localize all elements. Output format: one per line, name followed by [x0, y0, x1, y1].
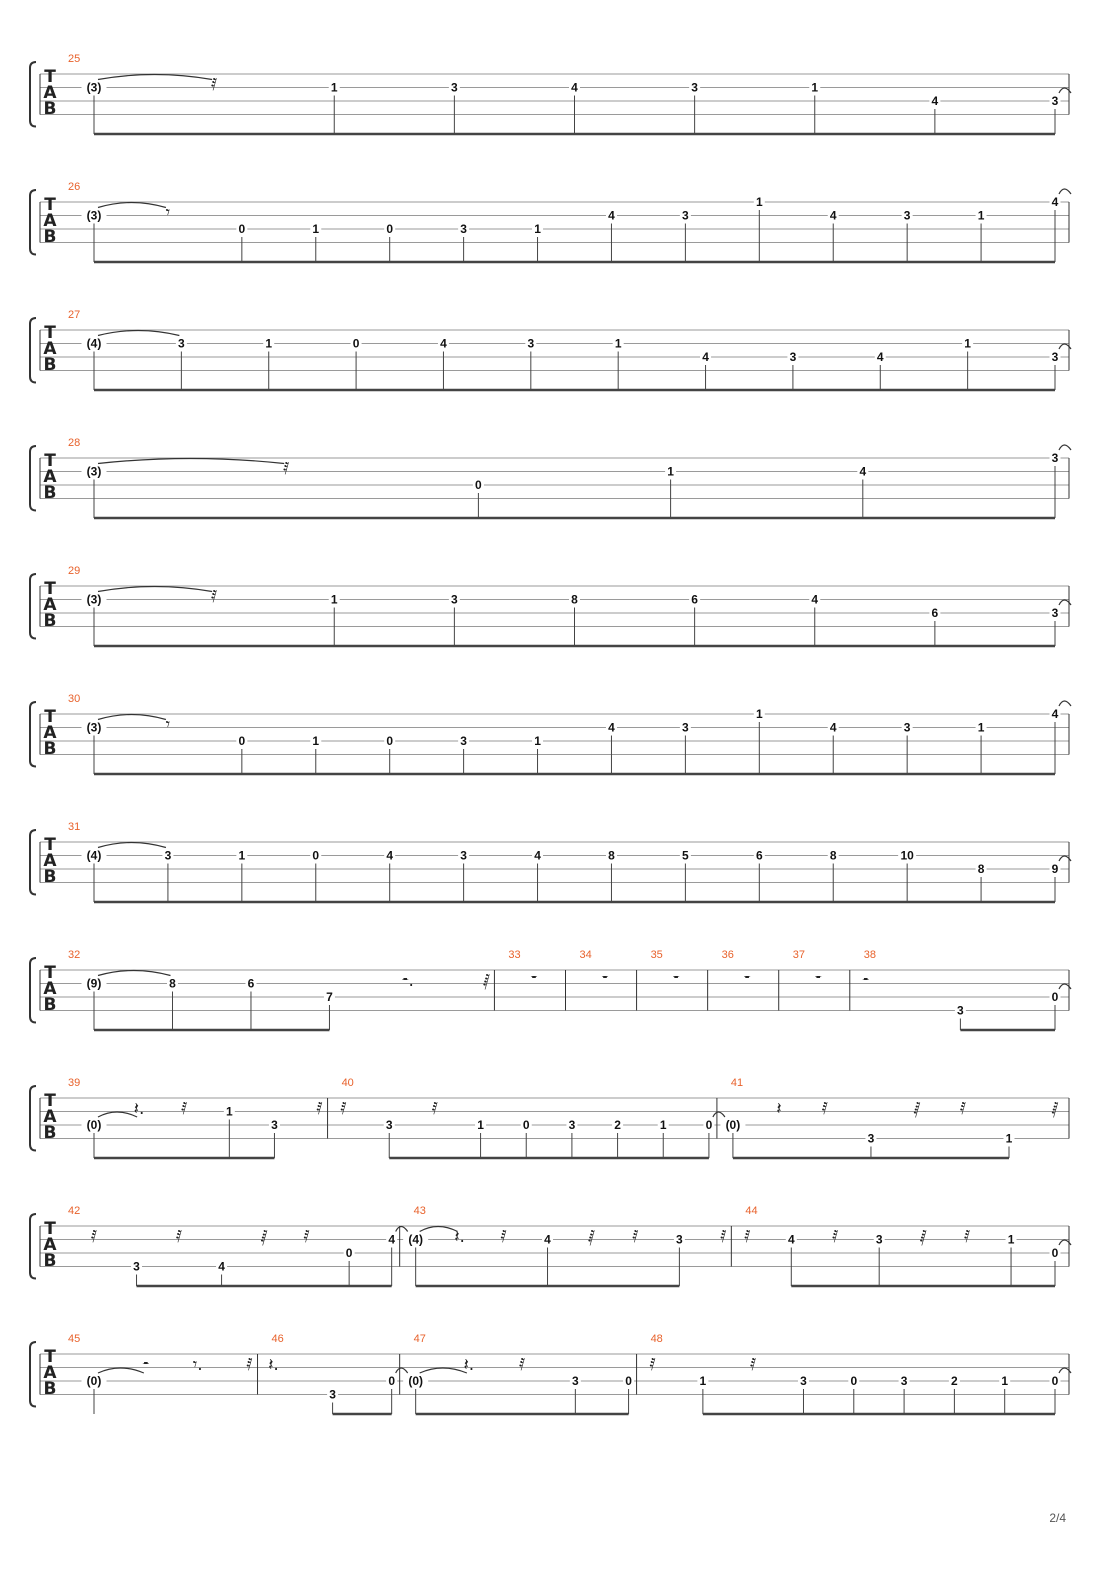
- tab-clef-letter: B: [43, 1251, 57, 1271]
- rest-symbol: 𝄽: [776, 1099, 782, 1120]
- fret-number: 3: [133, 1259, 140, 1274]
- fret-number: (0): [86, 1374, 102, 1388]
- fret-number: 4: [608, 208, 615, 223]
- fret-number: 4: [787, 1232, 795, 1247]
- system-bracket: [30, 318, 36, 383]
- fret-number: 3: [329, 1387, 336, 1402]
- tie-arc: [98, 203, 166, 208]
- fret-number: (3): [86, 592, 102, 607]
- tab-clef-letter: T: [44, 835, 56, 855]
- tie-arc: [98, 587, 212, 592]
- fret-number: (9): [86, 976, 102, 991]
- fret-number: 0: [1051, 990, 1059, 1004]
- fret-number: 3: [682, 208, 689, 223]
- tab-clef-letter: A: [43, 1363, 57, 1383]
- fret-number: 0: [386, 734, 394, 748]
- tie-arc: [420, 1227, 458, 1232]
- rest-symbol: 𝄾: [165, 203, 171, 224]
- system-bracket: [30, 830, 36, 895]
- fret-number: 1: [1001, 1374, 1009, 1388]
- fret-number: 3: [682, 720, 689, 735]
- rest-symbol: 𝅀: [210, 75, 218, 96]
- fret-number: 1: [312, 734, 320, 748]
- fret-number: 4: [218, 1259, 225, 1274]
- fret-number: 1: [330, 592, 338, 607]
- rest-symbol: 𝅀: [175, 1227, 183, 1248]
- fret-number: 3: [568, 1118, 576, 1132]
- fret-number: 2: [951, 1374, 958, 1388]
- fret-number: 1: [699, 1374, 707, 1388]
- page-number: 2/4: [1049, 1511, 1066, 1525]
- rest-symbol: 𝅀: [744, 1227, 751, 1248]
- measure-number: 30: [68, 693, 81, 705]
- tie-arc: [1059, 701, 1071, 706]
- rest-symbol: 𝅀: [431, 1099, 439, 1120]
- tab-clef-letter: A: [43, 723, 57, 743]
- tab-clef-letter: A: [43, 979, 57, 999]
- tab-clef-letter: A: [43, 595, 57, 615]
- tab-clef-letter: T: [44, 451, 56, 471]
- fret-number: 3: [676, 1232, 683, 1247]
- fret-number: 8: [608, 848, 615, 863]
- tab-clef-letter: B: [43, 995, 57, 1015]
- fret-number: 1: [1005, 1131, 1013, 1146]
- tie-arc: [98, 1112, 137, 1117]
- rest-symbol: 𝄻: [672, 971, 680, 992]
- fret-number: 0: [1051, 1246, 1059, 1260]
- tab-clef-letter: B: [43, 867, 57, 887]
- rest-symbol: 𝅁: [913, 1099, 921, 1120]
- tie-arc: [98, 75, 212, 80]
- fret-number: 0: [238, 734, 246, 748]
- fret-number: 1: [755, 195, 763, 209]
- rest-symbol: 𝅁: [919, 1227, 927, 1248]
- rest-symbol: 𝅀: [632, 1227, 639, 1248]
- fret-number: 0: [312, 848, 320, 863]
- fret-number: 3: [527, 336, 535, 351]
- tab-clef-letter: T: [44, 323, 56, 343]
- measure-number: 29: [68, 565, 81, 577]
- fret-number: 0: [238, 222, 246, 236]
- system-bracket: [30, 1086, 36, 1151]
- fret-number: 0: [475, 478, 482, 492]
- tie-arc: [1059, 445, 1071, 450]
- tab-clef-letter: T: [44, 707, 56, 727]
- fret-number: 3: [1051, 350, 1059, 364]
- fret-number: 3: [451, 80, 458, 95]
- fret-number: 6: [755, 848, 763, 863]
- measure-number: 28: [68, 437, 81, 449]
- fret-number: 4: [544, 1232, 551, 1247]
- rest-symbol: 𝄻: [815, 971, 822, 992]
- tie-arc: [1059, 189, 1071, 194]
- rest-symbol: 𝅀: [821, 1099, 829, 1120]
- measure-number: 33: [508, 949, 521, 961]
- fret-number: 3: [460, 222, 467, 236]
- fret-number: 0: [705, 1118, 713, 1132]
- rest-symbol: 𝅁: [588, 1227, 595, 1248]
- fret-number: 1: [225, 1104, 233, 1119]
- fret-number: 4: [608, 720, 615, 735]
- rest-symbol: 𝅀: [303, 1227, 310, 1248]
- measure-number: 37: [792, 949, 805, 961]
- fret-number: 3: [1051, 606, 1059, 620]
- tab-clef-letter: T: [44, 1091, 56, 1111]
- fret-number: 10: [900, 848, 914, 863]
- fret-number: 3: [164, 848, 172, 863]
- measure-number: 31: [68, 821, 81, 833]
- fret-number: 4: [571, 80, 578, 95]
- fret-number: 1: [667, 464, 674, 479]
- tab-clef-letter: T: [44, 67, 56, 87]
- tab-clef-letter: B: [43, 1123, 57, 1143]
- system-bracket: [30, 190, 36, 255]
- rest-symbol: 𝄽.: [463, 1355, 475, 1376]
- fret-number: 0: [345, 1246, 353, 1260]
- rest-symbol: 𝅀: [210, 587, 218, 608]
- system-bracket: [30, 1214, 36, 1279]
- rest-symbol: 𝄼: [862, 971, 870, 992]
- fret-number: 0: [386, 222, 394, 236]
- rest-symbol: 𝄼.: [401, 971, 414, 992]
- system-bracket: [30, 446, 36, 511]
- fret-number: 1: [977, 208, 985, 223]
- fret-number: 8: [169, 976, 176, 991]
- fret-number: 3: [1051, 451, 1059, 465]
- fret-number: 0: [522, 1118, 530, 1132]
- system-bracket: [30, 574, 36, 639]
- fret-number: 6: [931, 606, 939, 620]
- rest-symbol: 𝄽.: [454, 1227, 465, 1248]
- tie-arc: [396, 1368, 408, 1373]
- fret-number: 4: [931, 94, 939, 108]
- fret-number: 3: [178, 336, 185, 351]
- fret-number: 4: [386, 848, 394, 863]
- rest-symbol: 𝄾: [165, 715, 171, 736]
- tab-clef-letter: A: [43, 851, 57, 871]
- tab-clef-letter: B: [43, 227, 57, 247]
- tab-clef-letter: A: [43, 211, 57, 231]
- fret-number: 1: [1007, 1232, 1015, 1247]
- fret-number: (0): [408, 1374, 424, 1388]
- fret-number: 4: [1051, 195, 1059, 209]
- fret-number: 3: [867, 1131, 875, 1146]
- fret-number: 3: [451, 592, 458, 607]
- rest-symbol: 𝅀: [90, 1227, 98, 1248]
- rest-symbol: 𝄻: [601, 971, 609, 992]
- fret-number: 0: [625, 1374, 632, 1388]
- system-bracket: [30, 958, 36, 1023]
- fret-number: (3): [86, 80, 102, 95]
- tab-clef-letter: T: [44, 1219, 56, 1239]
- fret-number: 1: [312, 222, 320, 236]
- measure-number: 32: [68, 949, 81, 961]
- tie-arc: [713, 1112, 725, 1117]
- rest-symbol: 𝄾.: [192, 1355, 203, 1376]
- fret-number: (3): [86, 720, 102, 735]
- fret-number: (3): [86, 208, 102, 223]
- measure-number: 43: [413, 1205, 426, 1217]
- fret-number: 4: [876, 350, 884, 364]
- tab-clef-letter: A: [43, 339, 57, 359]
- rest-symbol: 𝅁: [260, 1227, 268, 1248]
- fret-number: 6: [691, 592, 698, 607]
- fret-number: 3: [271, 1118, 278, 1132]
- measure-number: 25: [68, 53, 81, 65]
- tab-clef-letter: A: [43, 1235, 57, 1255]
- fret-number: 3: [691, 80, 698, 95]
- tie-arc: [98, 715, 166, 720]
- system-bracket: [30, 1342, 36, 1407]
- tie-arc: [396, 1227, 408, 1232]
- tab-clef-letter: B: [43, 483, 57, 503]
- fret-number: 4: [811, 592, 819, 607]
- fret-number: (4): [86, 848, 102, 863]
- fret-number: 5: [682, 848, 689, 863]
- fret-number: 1: [330, 80, 338, 95]
- rest-symbol: 𝅀: [720, 1227, 727, 1248]
- rest-symbol: 𝄼: [142, 1355, 150, 1376]
- fret-number: (0): [86, 1118, 102, 1132]
- fret-number: 1: [265, 336, 273, 351]
- fret-number: 6: [247, 976, 255, 991]
- fret-number: 1: [977, 720, 985, 735]
- fret-number: 8: [977, 862, 985, 876]
- rest-symbol: 𝅀: [750, 1355, 757, 1376]
- measure-number: 44: [745, 1205, 758, 1217]
- rest-symbol: 𝅁: [1051, 1099, 1059, 1120]
- fret-number: 9: [1051, 862, 1059, 876]
- tab-clef-letter: B: [43, 739, 57, 759]
- tab-clef-letter: A: [43, 467, 57, 487]
- fret-number: 3: [903, 208, 911, 223]
- tab-clef-letter: A: [43, 1107, 57, 1127]
- measure-number: 34: [579, 949, 592, 961]
- measure-number: 41: [730, 1077, 744, 1089]
- fret-number: 3: [789, 350, 797, 364]
- rest-symbol: 𝅀: [340, 1099, 347, 1120]
- fret-number: 3: [385, 1118, 393, 1132]
- measure-number: 36: [721, 949, 734, 961]
- system-bracket: [30, 62, 36, 127]
- measure-number: 48: [650, 1333, 663, 1345]
- fret-number: 3: [957, 1003, 964, 1018]
- fret-number: 3: [572, 1374, 579, 1388]
- rest-symbol: 𝅀: [649, 1355, 656, 1376]
- fret-number: 1: [614, 336, 622, 351]
- rest-symbol: 𝄽.: [133, 1099, 145, 1120]
- tab-clef-letter: T: [44, 195, 56, 215]
- fret-number: 3: [1051, 94, 1059, 108]
- rest-symbol: 𝅀: [246, 1355, 253, 1376]
- measure-number: 26: [68, 181, 81, 193]
- fret-number: 4: [829, 720, 837, 735]
- measure-number: 42: [68, 1205, 81, 1217]
- rest-symbol: 𝅀: [832, 1227, 839, 1248]
- measure-number: 38: [863, 949, 877, 961]
- fret-number: 4: [388, 1232, 396, 1247]
- fret-number: 2: [614, 1118, 621, 1132]
- measure-number: 47: [413, 1333, 426, 1345]
- measure-number: 39: [68, 1077, 81, 1089]
- rest-symbol: 𝅀: [518, 1355, 526, 1376]
- measure-number: 40: [341, 1077, 354, 1089]
- tab-clef-letter: B: [43, 355, 57, 375]
- fret-number: 0: [1051, 1374, 1059, 1388]
- tab-clef-letter: T: [44, 963, 56, 983]
- fret-number: 1: [534, 222, 541, 236]
- rest-symbol: 𝅀: [963, 1227, 971, 1248]
- fret-number: (4): [408, 1232, 424, 1247]
- fret-number: 4: [534, 848, 541, 863]
- rest-symbol: 𝄽.: [268, 1355, 279, 1376]
- measure-number: 35: [650, 949, 663, 961]
- fret-number: 3: [460, 734, 467, 748]
- tab-clef-letter: B: [43, 611, 57, 631]
- tie-arc: [98, 1368, 144, 1373]
- measure-number: 27: [68, 309, 81, 321]
- measure-number: 46: [271, 1333, 284, 1345]
- fret-number: (4): [86, 336, 102, 351]
- rest-symbol: 𝅀: [500, 1227, 507, 1248]
- rest-symbol: 𝅁: [482, 971, 490, 992]
- fret-number: (0): [725, 1118, 741, 1132]
- tie-arc: [420, 1368, 467, 1373]
- fret-number: 4: [440, 336, 447, 351]
- fret-number: 3: [800, 1374, 807, 1388]
- tab-clef-letter: T: [44, 1347, 56, 1367]
- fret-number: 3: [875, 1232, 883, 1247]
- fret-number: 4: [1051, 707, 1059, 721]
- tie-arc: [98, 971, 170, 976]
- tab-clef-letter: A: [43, 83, 57, 103]
- measure-number: 45: [68, 1333, 81, 1345]
- rest-symbol: 𝅀: [959, 1099, 967, 1120]
- tie-arc: [98, 459, 284, 464]
- fret-number: 3: [903, 720, 911, 735]
- fret-number: 3: [900, 1374, 908, 1388]
- rest-symbol: 𝄻: [743, 971, 751, 992]
- fret-number: 0: [352, 336, 360, 351]
- tie-arc: [98, 331, 179, 336]
- tab-clef-letter: T: [44, 579, 56, 599]
- fret-number: 1: [755, 707, 763, 721]
- fret-number: 8: [829, 848, 837, 863]
- fret-number: 4: [829, 208, 837, 223]
- tie-arc: [98, 843, 166, 848]
- fret-number: 1: [659, 1118, 667, 1132]
- fret-number: 4: [859, 464, 867, 479]
- fret-number: (3): [86, 464, 102, 479]
- fret-number: 1: [811, 80, 819, 95]
- fret-number: 4: [702, 350, 709, 364]
- rest-symbol: 𝅀: [316, 1099, 323, 1120]
- rest-symbol: 𝄻: [530, 971, 538, 992]
- rest-symbol: 𝅀: [283, 459, 290, 480]
- tab-clef-letter: B: [43, 1379, 57, 1399]
- fret-number: 3: [460, 848, 467, 863]
- fret-number: 1: [477, 1118, 484, 1132]
- fret-number: 0: [388, 1374, 396, 1388]
- fret-number: 1: [964, 336, 971, 351]
- fret-number: 1: [238, 848, 246, 863]
- fret-number: 7: [326, 990, 333, 1004]
- rest-symbol: 𝅀: [181, 1099, 188, 1120]
- fret-number: 0: [850, 1374, 858, 1388]
- fret-number: 8: [571, 592, 578, 607]
- tab-clef-letter: B: [43, 99, 57, 119]
- system-bracket: [30, 702, 36, 767]
- fret-number: 1: [534, 734, 541, 748]
